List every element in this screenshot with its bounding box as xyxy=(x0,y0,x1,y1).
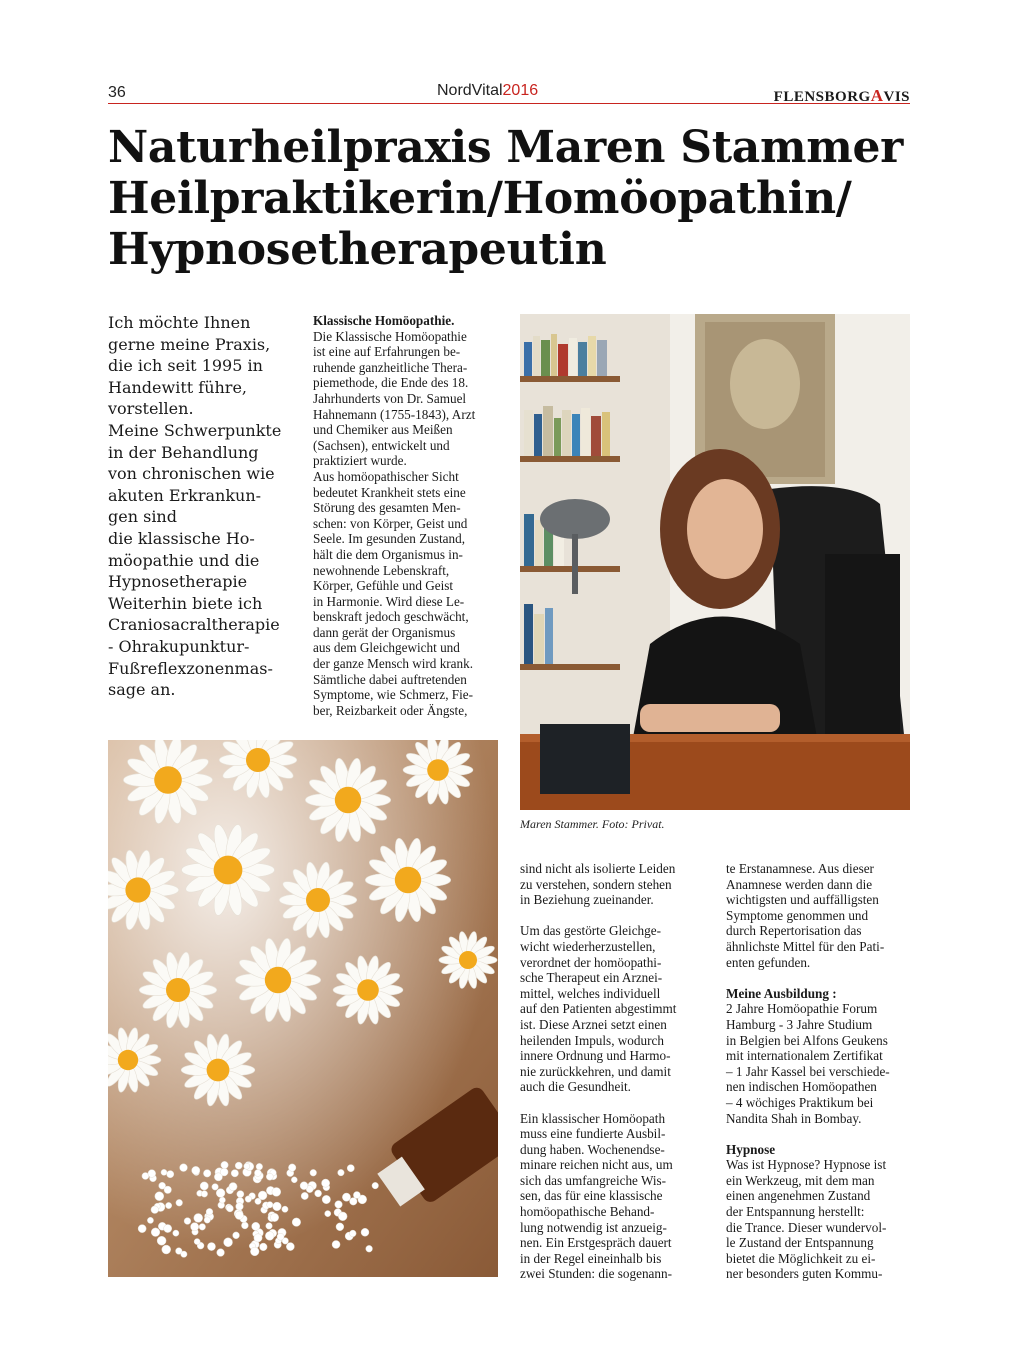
text-line: Meine Schwerpunkte xyxy=(108,420,282,440)
globule xyxy=(301,1192,308,1199)
globule xyxy=(250,1247,259,1256)
globule xyxy=(291,1177,297,1183)
text-line: ber, Reizbarkeit oder Ängste, xyxy=(313,702,468,718)
text-line: le Zustand der Entspannung xyxy=(726,1235,874,1251)
text-line: möopathie und die xyxy=(108,550,260,570)
globule xyxy=(226,1205,233,1212)
magazine-title xyxy=(437,82,538,100)
globule xyxy=(155,1192,164,1201)
text-line: zu verstehen, sondern stehen xyxy=(520,876,672,892)
headline-line-2: Heilpraktikerin/Homöopathin/ xyxy=(108,173,852,224)
text-line: 2 Jahre Homöopathie Forum xyxy=(726,1001,878,1017)
text-line: der Entspannung herstellt: xyxy=(726,1204,865,1220)
globule xyxy=(310,1169,317,1176)
text-line: dung haben. Wochenendse- xyxy=(520,1141,665,1157)
globule xyxy=(138,1225,146,1233)
text-line: schen: von Körper, Geist und xyxy=(313,515,468,531)
text-line: dann gerät der Organismus xyxy=(313,624,456,640)
section-heading-homeopathy: Klassische Homöopathie. xyxy=(313,313,455,328)
text-line: sind nicht als isolierte Leiden xyxy=(520,861,676,876)
globule xyxy=(335,1201,342,1208)
globule xyxy=(157,1236,166,1245)
magazine-year: 2016 xyxy=(502,82,539,99)
text-line: Craniosacraltherapie xyxy=(108,615,280,635)
text-line: Ein klassischer Homöopath xyxy=(520,1110,666,1126)
globule xyxy=(292,1218,300,1226)
text-line: lung notwendig ist anzueig- xyxy=(520,1219,667,1235)
text-line: minare reichen nicht aus, um xyxy=(520,1157,673,1173)
training-list xyxy=(726,1001,910,1126)
globule xyxy=(372,1182,379,1189)
globule xyxy=(235,1211,243,1219)
text-line: gen sind xyxy=(108,507,177,527)
text-line: nie zurückkehren, und damit xyxy=(520,1063,671,1079)
globule xyxy=(252,1222,260,1230)
globule xyxy=(244,1163,250,1169)
globule xyxy=(165,1202,171,1208)
text-line: innere Ordnung und Harmo- xyxy=(520,1048,671,1064)
text-line xyxy=(520,1095,704,1111)
text-line: Hamburg - 3 Jahre Studium xyxy=(726,1016,873,1032)
text-line: sage an. xyxy=(108,680,176,700)
globule xyxy=(349,1230,356,1237)
text-line: auch die Gesundheit. xyxy=(520,1079,631,1095)
text-line: ist eine auf Erfahrungen be- xyxy=(313,344,461,360)
headline-line-1: Naturheilpraxis Maren Stammer xyxy=(108,122,904,173)
text-line: in der Behandlung xyxy=(108,442,259,462)
globule xyxy=(235,1162,242,1169)
text-line: vorstellen. xyxy=(108,399,194,419)
globule xyxy=(347,1165,354,1172)
globule xyxy=(267,1202,273,1208)
text-line: die ich seit 1995 in xyxy=(108,356,263,376)
globule xyxy=(282,1206,288,1212)
globule xyxy=(216,1189,225,1198)
text-line: newohnende Lebenskraft, xyxy=(313,562,450,578)
text-line: ähnlichste Mittel für den Pati- xyxy=(726,938,885,954)
globule xyxy=(361,1228,369,1236)
page-number: 36 xyxy=(108,84,126,101)
globule xyxy=(338,1169,344,1175)
globule xyxy=(200,1182,208,1190)
text-line: Sämtliche dabei auftretenden xyxy=(313,671,467,687)
article-headline xyxy=(108,122,928,275)
globule xyxy=(265,1231,274,1240)
text-line: zwei Stunden: die sogenann- xyxy=(520,1266,672,1282)
text-line: Ich möchte Ihnen xyxy=(108,313,251,332)
text-line: muss eine fundierte Ausbil- xyxy=(520,1126,666,1142)
globule xyxy=(315,1190,322,1197)
globule xyxy=(325,1211,331,1217)
globule xyxy=(286,1243,294,1251)
portrait-photo xyxy=(520,314,910,810)
text-line: - Ohrakupunktur- xyxy=(108,636,250,656)
globule xyxy=(241,1222,248,1229)
globule xyxy=(338,1212,347,1221)
text-line: homöopathische Behand- xyxy=(520,1204,655,1220)
globule xyxy=(366,1245,373,1252)
brand-letter: A xyxy=(870,86,884,105)
globule xyxy=(254,1234,262,1242)
text-line: Hypnosetherapie xyxy=(108,572,248,592)
text-line: te Erstanamnese. Aus dieser xyxy=(726,861,874,876)
globule xyxy=(270,1213,278,1221)
text-line: auf den Patienten abgestimmt xyxy=(520,1001,677,1017)
globule xyxy=(245,1196,251,1202)
text-line: in Belgien bei Alfons Geukens xyxy=(726,1032,888,1048)
header-rule xyxy=(108,103,910,104)
magazine-name: NordVital xyxy=(437,82,503,99)
globule xyxy=(300,1182,308,1190)
text-line: durch Repertorisation das xyxy=(726,923,862,939)
globule xyxy=(258,1191,267,1200)
text-line: in der Regel eineinhalb bis xyxy=(520,1250,662,1266)
text-line: bedeutet Krankheit stets eine xyxy=(313,484,466,500)
text-line: Handewitt führe, xyxy=(108,377,247,397)
text-line: gerne meine Praxis, xyxy=(108,334,271,354)
globule xyxy=(256,1163,263,1170)
text-line: Anamnese werden dann die xyxy=(726,876,873,892)
text-line: enten gefunden. xyxy=(726,954,811,970)
text-line: nen. Ein Erstgespräch dauert xyxy=(520,1235,672,1251)
text-line: in Beziehung zueinander. xyxy=(520,892,654,908)
globule xyxy=(236,1203,244,1211)
globule xyxy=(322,1179,330,1187)
intro-text xyxy=(108,312,298,701)
globule xyxy=(332,1240,340,1248)
globule xyxy=(184,1218,191,1225)
text-line: ist. Diese Arznei setzt einen xyxy=(520,1016,667,1032)
globule xyxy=(233,1232,240,1239)
text-line: hält die dem Organismus in- xyxy=(313,546,463,562)
text-line: einen angenehmen Zustand xyxy=(726,1188,871,1204)
globule xyxy=(207,1243,215,1251)
article-column-1 xyxy=(313,313,497,718)
globule xyxy=(151,1206,159,1214)
article-column-2 xyxy=(520,861,704,1282)
text-line: – 4 wöchiges Praktikum bei xyxy=(726,1094,874,1110)
text-line: Hahnemann (1755-1843), Arzt xyxy=(313,406,476,422)
text-line: mit internationalem Zertifikat xyxy=(726,1048,883,1064)
text-line: die Trance. Dieser wundervol- xyxy=(726,1219,887,1235)
globule xyxy=(273,1202,282,1211)
text-line: verordnet der homöopathi- xyxy=(520,954,662,970)
globule xyxy=(148,1170,156,1178)
text-line: Weiterhin biete ich xyxy=(108,593,263,613)
globule xyxy=(162,1245,171,1254)
text-line: – 1 Jahr Kassel bei verschiede- xyxy=(726,1063,890,1079)
globule xyxy=(266,1173,273,1180)
text-line: wichtigsten und auffälligsten xyxy=(726,892,879,908)
globule xyxy=(203,1170,210,1177)
paragraph-gap xyxy=(726,970,910,986)
text-line: benskraft jedoch geschwächt, xyxy=(313,609,469,625)
globule xyxy=(192,1166,200,1174)
article-column-3 xyxy=(726,861,910,1282)
text-line xyxy=(520,908,704,924)
text-line: ein Werkzeug, mit dem man xyxy=(726,1172,875,1188)
text-line: die klassische Ho- xyxy=(108,528,255,548)
globule xyxy=(277,1233,284,1240)
headline-line-3: Hypnosetherapeutin xyxy=(108,224,607,275)
column-1-body xyxy=(313,329,497,719)
globule xyxy=(194,1239,200,1245)
globule xyxy=(342,1193,350,1201)
text-line: Störung des gesamten Men- xyxy=(313,500,461,516)
globule xyxy=(151,1228,160,1237)
text-line: Körper, Gefühle und Geist xyxy=(313,578,454,594)
globule xyxy=(237,1191,244,1198)
globule xyxy=(336,1223,344,1231)
brand-suffix: VIS xyxy=(883,89,910,105)
text-line: nen indischen Homöopathen xyxy=(726,1079,877,1095)
globule xyxy=(206,1208,213,1215)
paragraph-gap xyxy=(726,1126,910,1142)
globule xyxy=(204,1217,210,1223)
globule xyxy=(164,1224,172,1232)
text-line: Fußreflexzonenmas- xyxy=(108,658,273,678)
brand-prefix: FLENSBORG xyxy=(773,89,871,105)
globule xyxy=(221,1161,228,1168)
text-line: sche Therapeut ein Arznei- xyxy=(520,970,663,986)
globule xyxy=(181,1251,187,1257)
globule xyxy=(260,1243,268,1251)
text-line: der ganze Mensch wird krank. xyxy=(313,656,474,672)
globule xyxy=(254,1169,261,1176)
globule xyxy=(220,1168,228,1176)
text-line: akuten Erkrankun- xyxy=(108,485,262,505)
text-line: Symptome, wie Schmerz, Fie- xyxy=(313,687,474,703)
text-line: Seele. Im gesunden Zustand, xyxy=(313,531,465,547)
globule xyxy=(194,1213,203,1222)
text-line: Die Klassische Homöopathie xyxy=(313,328,467,344)
globule xyxy=(191,1223,199,1231)
text-line: aus dem Gleichgewicht und xyxy=(313,640,460,656)
text-line: ner besonders guten Kommu- xyxy=(726,1266,883,1282)
text-line: sen, das für eine klassische xyxy=(520,1188,663,1204)
globule xyxy=(201,1191,207,1197)
section-heading-hypnosis: Hypnose xyxy=(726,1141,776,1157)
globule xyxy=(180,1164,188,1172)
globule xyxy=(199,1224,206,1231)
text-line: wicht wiederherzustellen, xyxy=(520,938,656,954)
globule xyxy=(322,1195,330,1203)
globule xyxy=(212,1184,218,1190)
text-line: Aus homöopathischer Sicht xyxy=(313,468,459,484)
text-line: praktiziert wurde. xyxy=(313,453,407,469)
globule xyxy=(224,1238,233,1247)
section-heading-training: Meine Ausbildung : xyxy=(726,985,837,1001)
text-line: und Chemiker aus Meißen xyxy=(313,422,453,438)
globule xyxy=(231,1170,238,1177)
text-line: Was ist Hypnose? Hypnose ist xyxy=(726,1157,887,1173)
text-line: Symptome genommen und xyxy=(726,907,869,923)
globule xyxy=(161,1169,167,1175)
text-line: (Sachsen), entwickelt und xyxy=(313,437,450,453)
globule xyxy=(164,1186,171,1193)
text-line: Um das gestörte Gleichge- xyxy=(520,923,661,939)
globule xyxy=(288,1164,295,1171)
globule xyxy=(350,1198,358,1206)
column-3-intro xyxy=(726,861,910,970)
text-line: Nandita Shah in Bombay. xyxy=(726,1110,862,1126)
hypnosis-text xyxy=(726,1157,910,1282)
text-line: heilenden Impuls, wodurch xyxy=(520,1032,664,1048)
globule xyxy=(219,1197,225,1203)
globule xyxy=(266,1223,273,1230)
globule xyxy=(353,1192,360,1199)
globule xyxy=(272,1187,281,1196)
text-line: von chronischen wie xyxy=(108,464,275,484)
text-line: piemethode, die Ende des 18. xyxy=(313,375,469,391)
globule xyxy=(173,1230,179,1236)
text-line: Jahrhunderts von Dr. Samuel xyxy=(313,390,467,406)
globule xyxy=(167,1171,174,1178)
globule xyxy=(147,1217,153,1223)
chamomile-globules-photo xyxy=(108,740,498,1277)
text-line: mittel, welches individuell xyxy=(520,985,661,1001)
globule xyxy=(217,1249,225,1257)
text-line: sich das umfangreiche Wis- xyxy=(520,1172,667,1188)
text-line: ruhende ganzheitliche Thera- xyxy=(313,359,468,375)
text-line: in Harmonie. Wird diese Le- xyxy=(313,593,465,609)
text-line: bietet die Möglichkeit zu ei- xyxy=(726,1250,876,1266)
globule xyxy=(229,1183,237,1191)
globule xyxy=(176,1199,183,1206)
photo-caption: Maren Stammer. Foto: Privat. xyxy=(520,817,665,831)
